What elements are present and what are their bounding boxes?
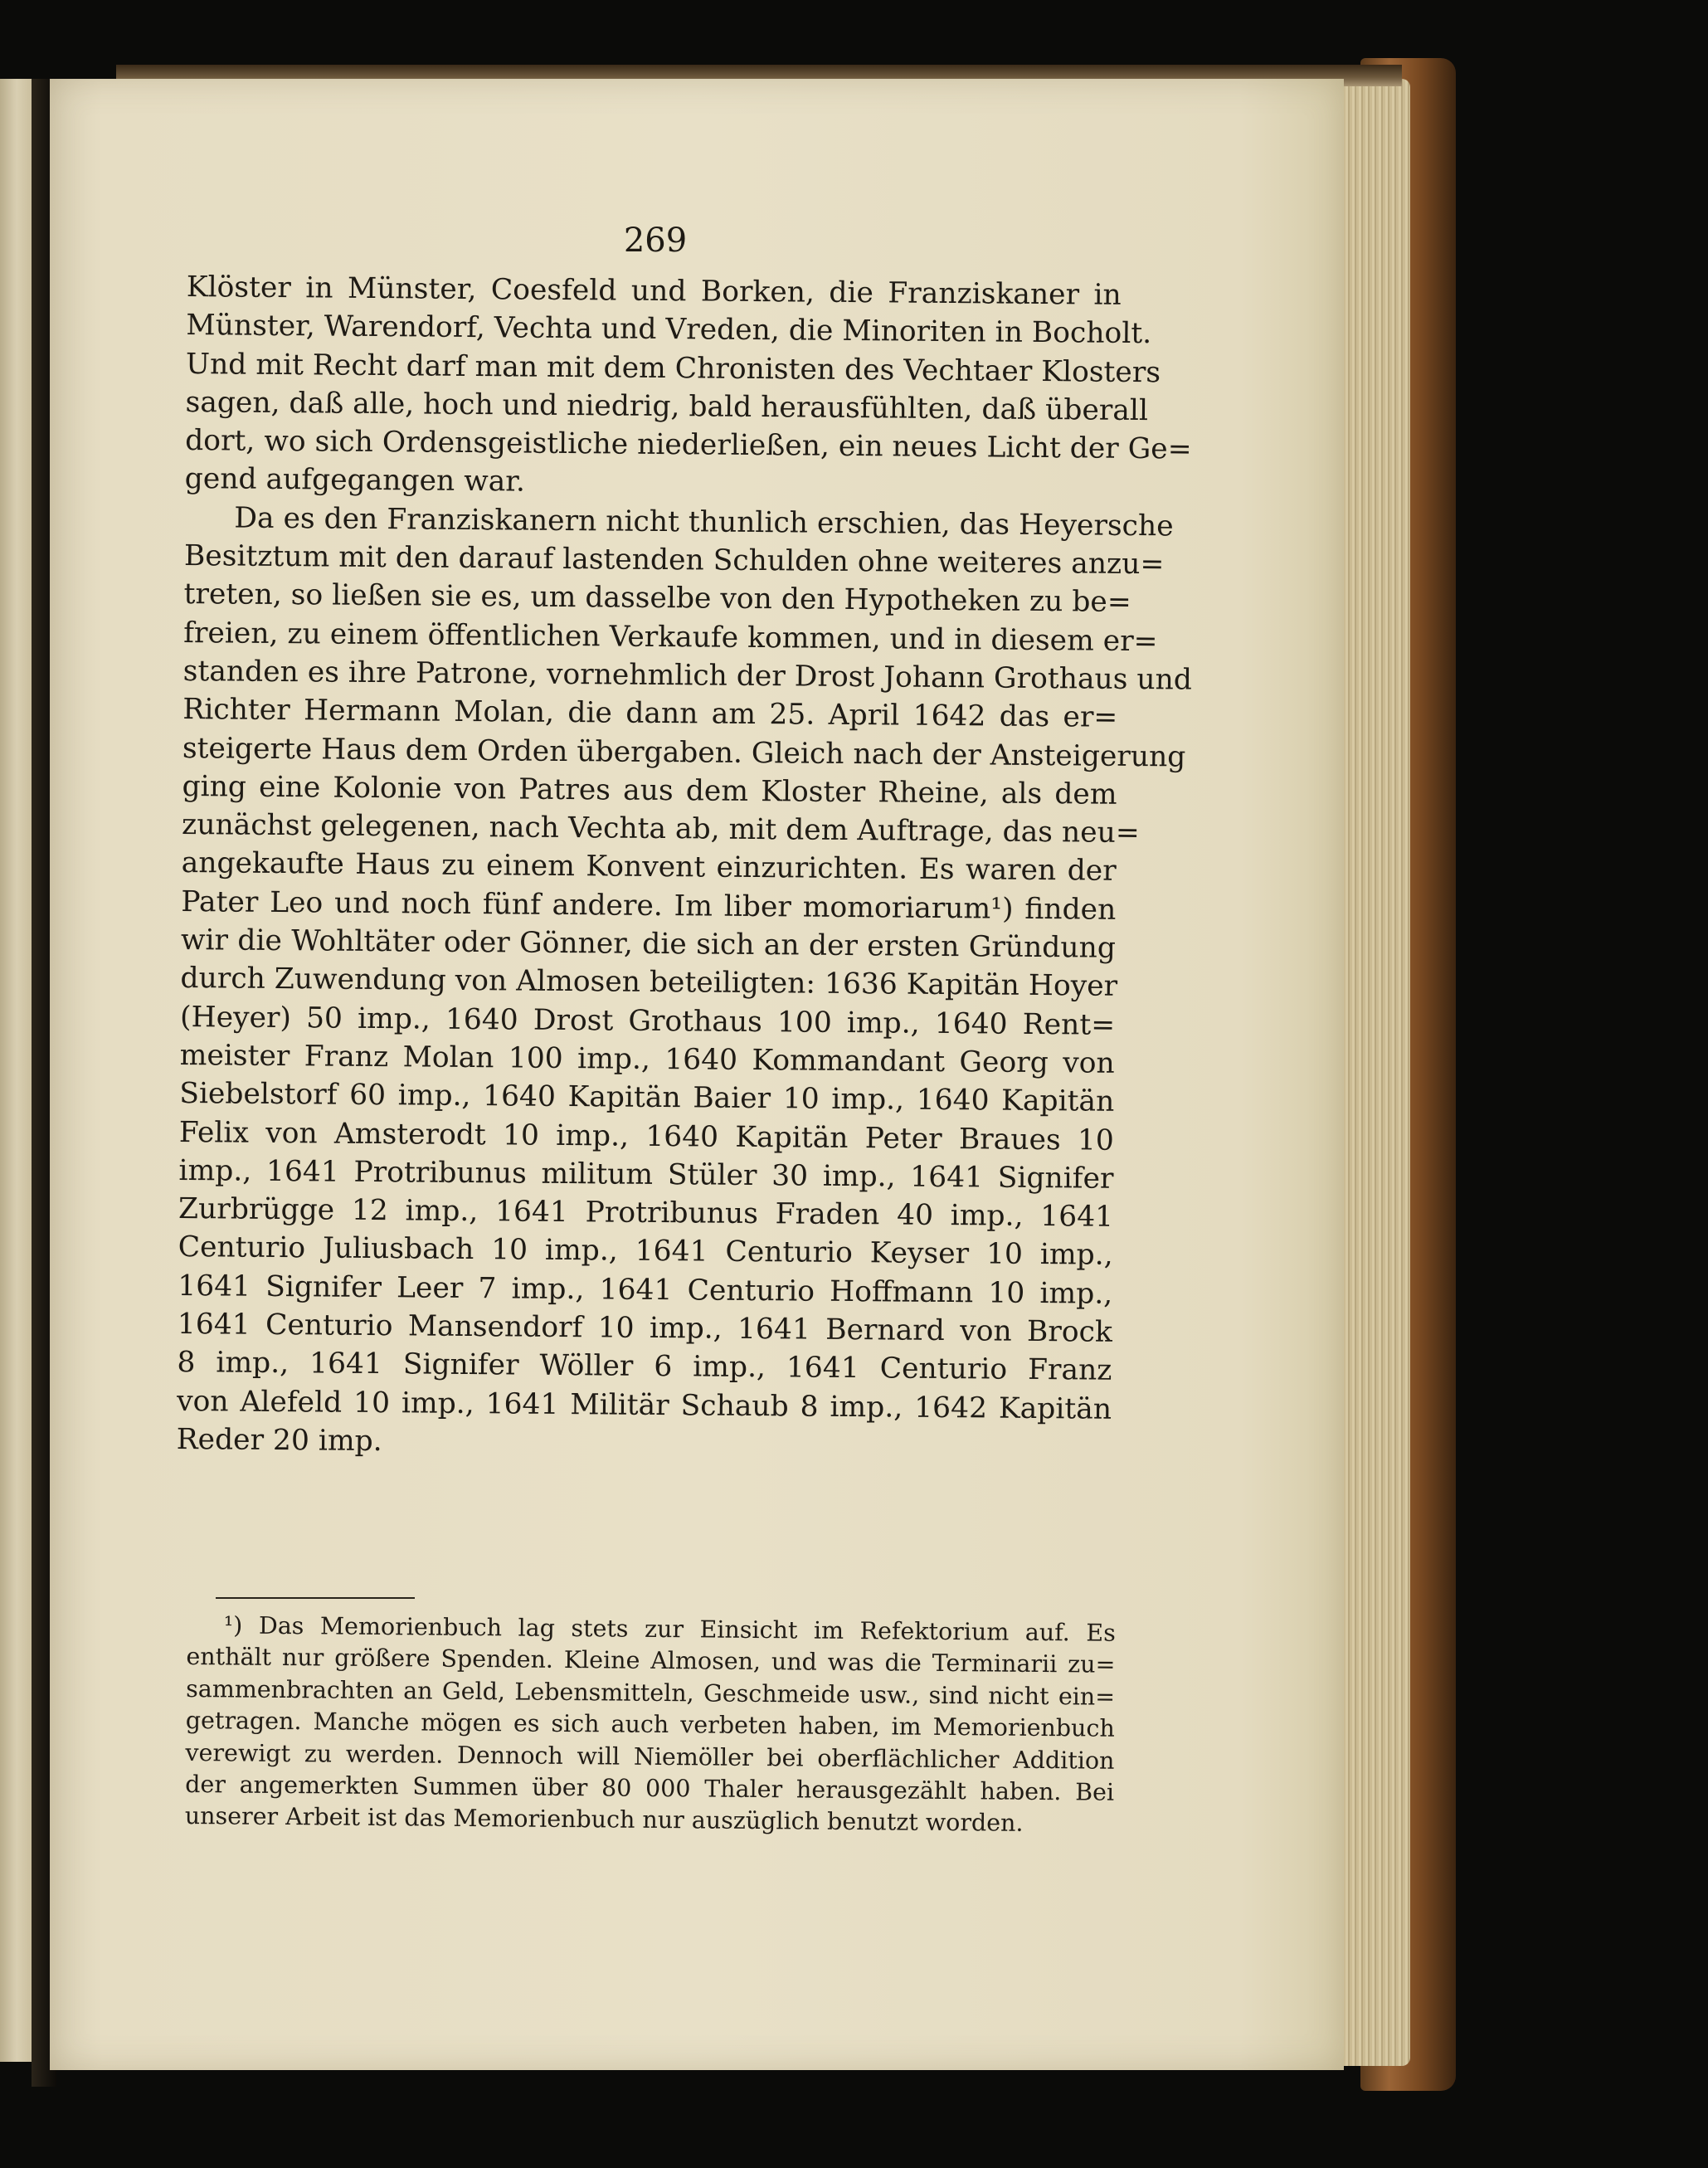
book-page [50, 79, 1344, 2070]
previous-page-edge [0, 79, 36, 2062]
body-line: Und mit Recht darf man mit dem Chronisten des Vechtaer Klosters [185, 347, 1161, 389]
body-line: ging eine Kolonie von Patres aus dem Kloster Rheine, als dem [182, 769, 1117, 811]
body-line: meister Franz Molan 100 imp., 1640 Kommandant Georg von [179, 1038, 1115, 1080]
body-line: (Heyer) 50 imp., 1640 Drost Grothaus 100 imp., 1640 Rent= [179, 1000, 1116, 1042]
body-line: Reder 20 imp. [176, 1422, 382, 1459]
body-line: imp., 1641 Protribunus militum Stüler 30 imp., 1641 Signifer [178, 1153, 1114, 1196]
footnote-line: unserer Arbeit ist das Memorienbuch nur auszüglich benutzt worden. [184, 1802, 1024, 1838]
body-line: 8 imp., 1641 Signifer Wöller 6 imp., 1641 Centurio Franz [177, 1346, 1112, 1388]
body-line: freien, zu einem öffentlichen Verkaufe kommen, und in diesem er= [182, 616, 1158, 658]
body-line: Besitztum mit den darauf lastenden Schulden ohne weiteres anzu= [183, 539, 1165, 582]
body-text [176, 268, 1193, 1467]
footnote [185, 1610, 1116, 1840]
page-number: 269 [623, 222, 688, 260]
body-line: Siebelstorf 60 imp., 1640 Kapitän Baier 10 imp., 1640 Kapitän [179, 1077, 1115, 1119]
footnote-line: getragen. Manche mögen es sich auch verbeten haben, im Memorienbuch [185, 1707, 1115, 1742]
body-line: 1641 Centurio Mansendorf 10 imp., 1641 Bernard von Brock [177, 1307, 1113, 1349]
body-line: angekaufte Haus zu einem Konvent einzurichten. Es waren der [181, 846, 1117, 889]
body-line: Münster, Warendorf, Vechta und Vreden, die Minoriten in Bocholt. [186, 309, 1152, 351]
footnote-line: verewigt zu werden. Dennoch will Niemöller bei oberflächlicher Addition [185, 1738, 1115, 1775]
body-line: sagen, daß alle, hoch und niedrig, bald herausfühlten, daß überall [185, 385, 1149, 428]
footnote-divider [216, 1597, 415, 1599]
body-line: Felix von Amsterodt 10 imp., 1640 Kapitän Peter Braues 10 [178, 1115, 1115, 1157]
body-line: Richter Hermann Molan, die dann am 25. April 1642 das er= [182, 693, 1118, 735]
body-line: Klöster in Münster, Coesfeld und Borken, die Franziskaner in [186, 270, 1122, 312]
body-line: steigerte Haus dem Orden übergaben. Gleich nach der Ansteigerung [182, 731, 1186, 774]
body-line: wir die Wohltäter oder Gönner, die sich an der ersten Gründung [180, 923, 1117, 965]
body-line: zunächst gelegenen, nach Vechta ab, mit dem Auftrage, das neu= [181, 808, 1140, 850]
body-line: gend aufgegangen war. [184, 462, 526, 499]
body-line: Centurio Juliusbach 10 imp., 1641 Centurio Keyser 10 imp., [178, 1230, 1113, 1273]
body-line: dort, wo sich Ordensgeistliche niederließen, ein neues Licht der Ge= [185, 424, 1192, 466]
footnote-line: ¹) Das Memorienbuch lag stets zur Einsicht im Refektorium auf. Es [223, 1611, 1116, 1647]
footnote-line: enthält nur größere Spenden. Kleine Almosen, und was die Terminarii zu= [186, 1643, 1116, 1679]
body-line: von Alefeld 10 imp., 1641 Militär Schaub 8 imp., 1642 Kapitän [176, 1384, 1112, 1426]
body-line: treten, so ließen sie es, um dasselbe von den Hypotheken zu be= [183, 577, 1131, 620]
footnote-line: sammenbrachten an Geld, Lebensmitteln, Geschmeide usw., sind nicht ein= [186, 1674, 1116, 1711]
body-line: 1641 Signifer Leer 7 imp., 1641 Centurio Hoffmann 10 imp., [178, 1269, 1113, 1311]
footnote-line: der angemerkten Summen über 80 000 Thaler herausgezählt haben. Bei [185, 1770, 1115, 1806]
body-line: Zurbrügge 12 imp., 1641 Protribunus Fraden 40 imp., 1641 [178, 1192, 1114, 1234]
body-line: Da es den Franziskanern nicht thunlich erschien, das Heyersche [234, 501, 1174, 543]
body-line: durch Zuwendung von Almosen beteiligten: 1636 Kapitän Hoyer [180, 962, 1118, 1004]
body-line: Pater Leo und noch fünf andere. Im liber momoriarum¹) finden [181, 884, 1117, 927]
body-line: standen es ihre Patrone, vornehmlich der Drost Johann Grothaus und [182, 654, 1193, 697]
